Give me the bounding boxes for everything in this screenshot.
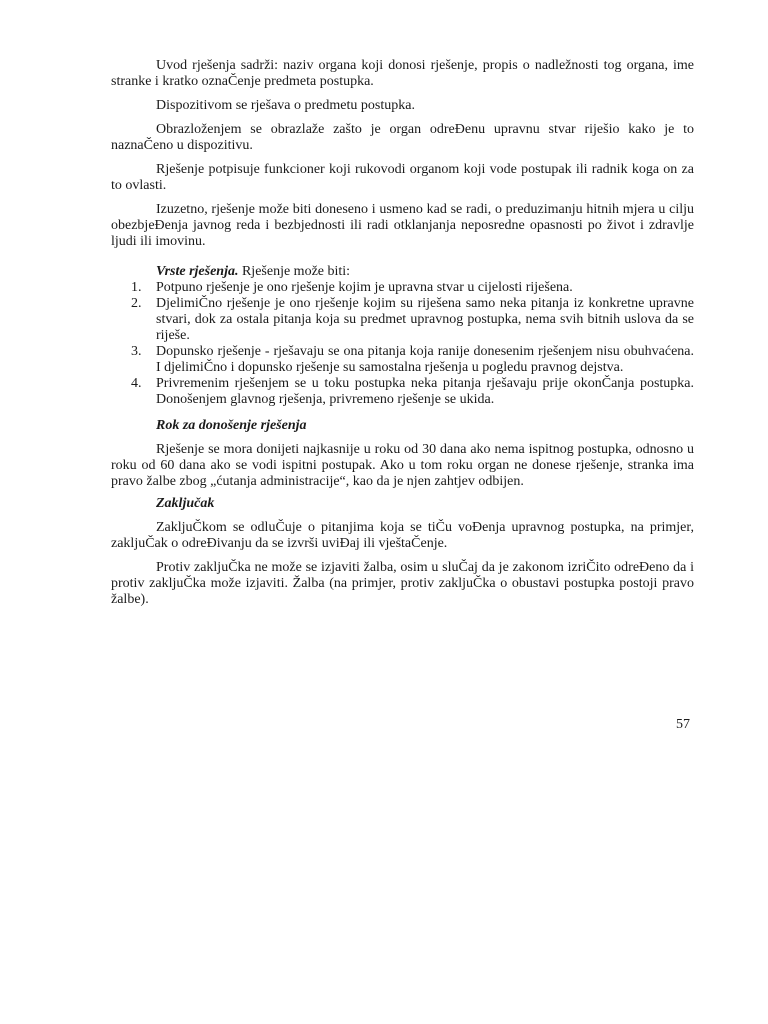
rok-heading: Rok za donošenje rješenja bbox=[156, 418, 307, 433]
paragraph-potpis: Rješenje potpisuje funkcioner koji rukovodi organom koji vode postupak ili radnik koga on za to ovlasti. bbox=[111, 162, 694, 193]
paragraph-obrazlozenje: Obrazloženjem se obrazlaže zašto je organ odreĐenu upravnu stvar riješio kako je to naznaČeno u dispozitivu. bbox=[111, 122, 694, 153]
zakljucak-heading: Zaključak bbox=[156, 496, 215, 511]
list-item-number: 2. bbox=[131, 296, 142, 311]
list-item-number: 1. bbox=[131, 280, 142, 295]
paragraph-uvod: Uvod rješenja sadrži: naziv organa koji donosi rješenje, propis o nadležnosti tog organa, ime stranke i kratko oznaČenje predmeta postupka. bbox=[111, 58, 694, 89]
vrste-heading: Vrste rješenja. bbox=[156, 264, 239, 279]
list-item-text: Potpuno rješenje je ono rješenje kojim je upravna stvar u cijelosti riješena. bbox=[156, 280, 573, 295]
paragraph-zakljucak-1: ZakljuČkom se odluČuje o pitanjima koja se tiČu voĐenja upravnog postupka, na primjer, zakljuČak o odreĐivanju da se izvrši uviĐaj ili vještaČenje. bbox=[111, 520, 694, 551]
paragraph-zakljucak-2: Protiv zakljuČka ne može se izjaviti žalba, osim u sluČaj da je zakonom izriČito odreĐeno da i protiv zakljuČka može izjaviti. Žalba (na primjer, protiv zakljuČka o obustavi postupka postoji pravo žalbe). bbox=[111, 560, 694, 607]
list-item-number: 4. bbox=[131, 376, 142, 391]
list-item-text: Dopunsko rješenje - rješavaju se ona pitanja koja ranije donesenim rješenjem nisu obuhvaćena. I djelimiČno i dopunsko rješenje su samostalna rješenja u pogledu pravnog dejstva. bbox=[156, 344, 694, 375]
vrste-heading-line bbox=[111, 264, 694, 280]
vrste-list bbox=[111, 280, 694, 408]
list-item-text: DjelimiČno rješenje je ono rješenje kojim su riješena samo neka pitanja iz konkretne upravne stvari, dok za ostala pitanja koja su predmet upravnog postupka, nema svih bitnih uslova da se riješe. bbox=[156, 296, 694, 343]
paragraph-dispozitiv: Dispozitivom se rješava o predmetu postupka. bbox=[156, 98, 415, 113]
paragraph-izuzetno: Izuzetno, rješenje može biti doneseno i usmeno kad se radi, o preduzimanju hitnih mjera u cilju obezbjeĐenja javnog reda i bezbjednosti ili radi otklanjanja neposredne opasnosti po život i zdravlje ljudi ili imovinu. bbox=[111, 202, 694, 249]
list-item-text: Privremenim rješenjem se u toku postupka neka pitanja rješavaju prije okonČanja postupka. Donošenjem glavnog rješenja, privremeno rješenje se ukida. bbox=[156, 376, 694, 407]
list-item bbox=[131, 296, 694, 344]
page-number: 57 bbox=[676, 717, 690, 732]
list-item bbox=[131, 344, 694, 376]
vrste-intro: Rješenje može biti: bbox=[238, 264, 351, 279]
document-page bbox=[111, 58, 694, 608]
list-item bbox=[131, 280, 694, 296]
list-item-number: 3. bbox=[131, 344, 142, 359]
paragraph-rok: Rješenje se mora donijeti najkasnije u roku od 30 dana ako nema ispitnog postupka, odnosno u roku od 60 dana ako se vodi ispitni postupak. Ako u tom roku organ ne donese rješenje, stranka ima pravo žalbe zbog „ćutanja administracije“, kao da je njen zahtjev odbijen. bbox=[111, 442, 694, 489]
list-item bbox=[131, 376, 694, 408]
